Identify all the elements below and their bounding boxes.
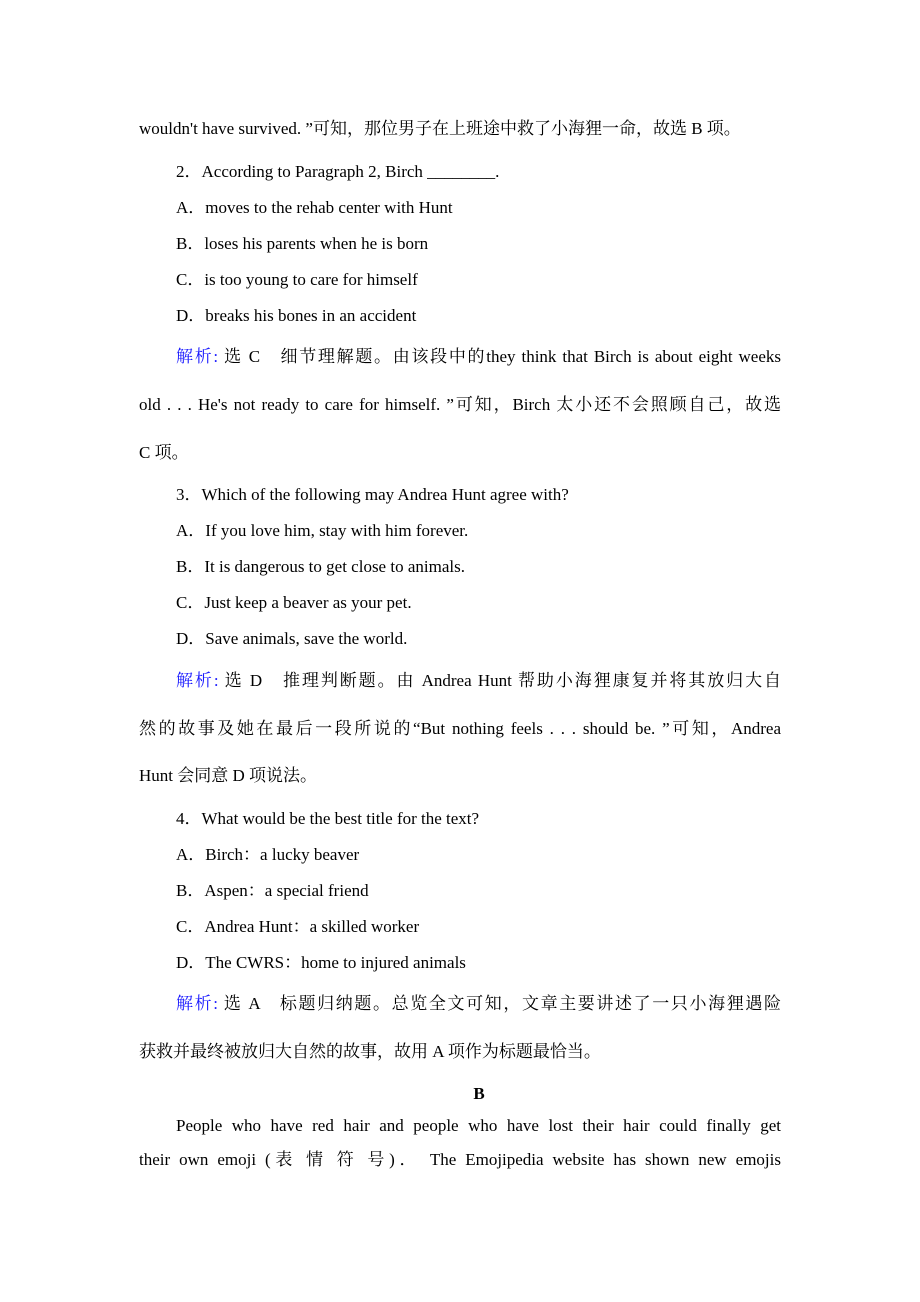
q3-option-a: A．If you love him, stay with him forever.: [176, 521, 469, 540]
q4-option-b: B．Aspen：a special friend: [176, 881, 369, 900]
q2-option-a: A．moves to the rehab center with Hunt: [176, 198, 453, 217]
q2-analysis-line-3: C 项。: [139, 443, 189, 462]
q4-option-a: A．Birch：a lucky beaver: [176, 845, 360, 864]
q3-option-d: D．Save animals, save the world.: [176, 629, 408, 648]
q2-analysis-line-1: 解析: 选 C 细节理解题。由该段中的they think that Birch is about eight weeks: [176, 347, 782, 366]
q3-analysis-line-1: 解析: 选 D 推理判断题。由 Andrea Hunt 帮助小海狸康复并将其放归大自: [176, 671, 782, 690]
q2-option-c: C．is too young to care for himself: [176, 270, 418, 289]
q3-option-b: B．It is dangerous to get close to animals.: [176, 557, 465, 576]
section-heading: B: [473, 1084, 485, 1103]
analysis-label: 解析:: [176, 671, 219, 690]
passage-line-2: their own emoji (表 情 符 号)． The Emojipedia website has shown new emojis: [139, 1150, 781, 1169]
q4-analysis-line-1: 解析: 选 A 标题归纳题。总览全文可知，文章主要讲述了一只小海狸遇险: [176, 994, 781, 1013]
q4-option-c: C．Andrea Hunt：a skilled worker: [176, 917, 420, 936]
q3-analysis-line-3: Hunt 会同意 D 项说法。: [139, 766, 318, 785]
q3-stem: 3．Which of the following may Andrea Hunt agree with?: [176, 485, 569, 504]
q2-analysis-line-2: old . . . He's not ready to care for himself. ”可知，Birch 太小还不会照顾自己，故选: [139, 395, 781, 414]
q2-option-d: D．breaks his bones in an accident: [176, 306, 417, 325]
passage-line-1: People who have red hair and people who have lost their hair could finally get: [176, 1116, 781, 1135]
q4-option-d: D．The CWRS：home to injured animals: [176, 953, 466, 972]
q3-option-c: C．Just keep a beaver as your pet.: [176, 593, 412, 612]
q1-analysis-tail: wouldn't have survived. ”可知，那位男子在上班途中救了小海狸一命，故选 B 项。: [139, 119, 741, 138]
q4-analysis-line-2: 获救并最终被放归大自然的故事，故用 A 项作为标题最恰当。: [139, 1042, 601, 1061]
analysis-label: 解析:: [176, 347, 219, 366]
q3-analysis-line-2: 然的故事及她在最后一段所说的“But nothing feels . . . should be. ”可知，Andrea: [139, 719, 781, 738]
q4-stem: 4．What would be the best title for the text?: [176, 809, 480, 828]
q2-stem: 2．According to Paragraph 2, Birch ________.: [176, 162, 500, 181]
q2-option-b: B．loses his parents when he is born: [176, 234, 429, 253]
analysis-label: 解析:: [176, 994, 218, 1013]
